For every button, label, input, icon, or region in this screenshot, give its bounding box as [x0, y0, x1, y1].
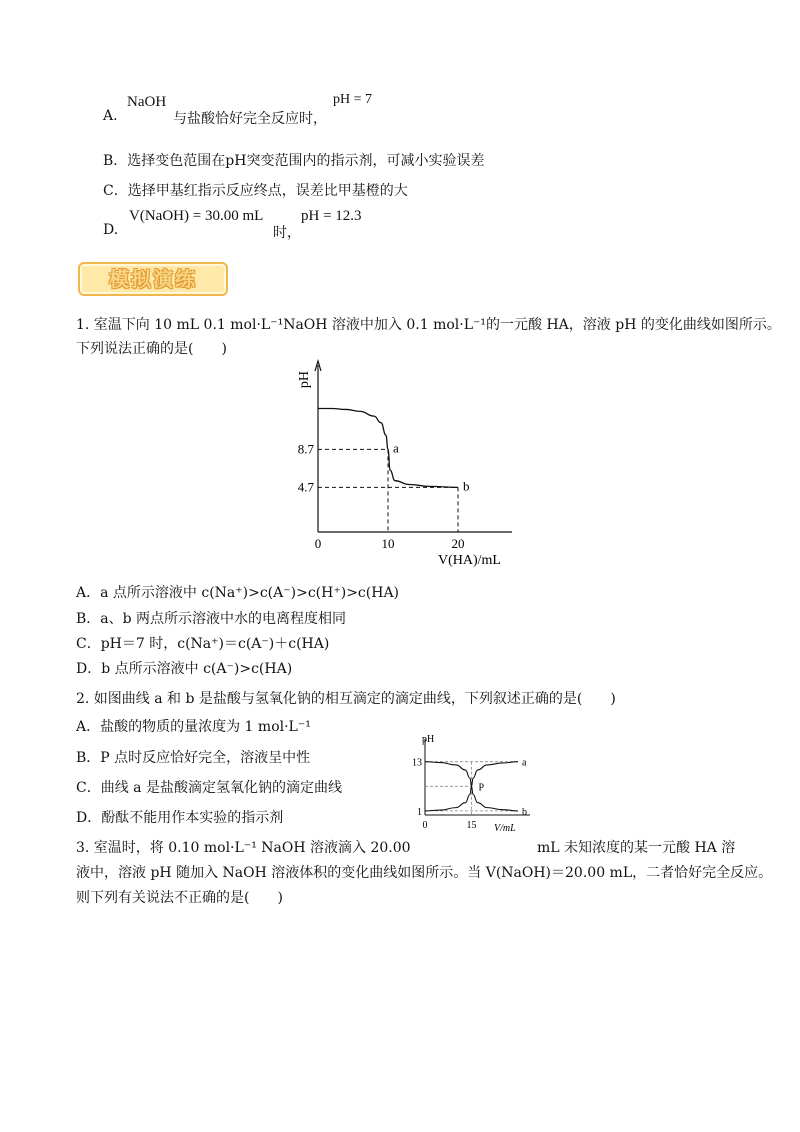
q2-option-a: A．盐酸的物质的量浓度为 1 mol·L⁻¹ [76, 719, 311, 735]
titration-curve [318, 409, 458, 488]
y-axis-label: pH [297, 371, 312, 389]
q3-line1-right: mL 未知浓度的某一元酸 HA 溶 [537, 840, 736, 856]
equation: pH = 7 [333, 92, 373, 107]
option-a-prev [103, 92, 403, 128]
point-label: b [463, 478, 470, 494]
equation: pH = 12.3 [301, 208, 362, 224]
option-d-prev [103, 208, 403, 240]
x-axis-label: V/mL [494, 823, 516, 834]
x-tick-label: 0 [314, 536, 322, 551]
option-text: 与盐酸恰好完全反应时， [173, 111, 327, 127]
y-tick-label: 1 [417, 806, 422, 818]
q1-option-b: B．a、b 两点所示溶液中水的电离程度相同 [76, 611, 347, 627]
x-tick-label: 15 [466, 820, 477, 831]
curve-label: a [522, 757, 527, 769]
intersection-label: P [478, 782, 485, 794]
option-letter: A. [103, 108, 118, 124]
q3-line2: 液中，溶液 pH 随加入 NaOH 溶液体积的变化曲线如图所示。当 V(NaOH)＝20.00 mL，二者恰好完全反应。 [76, 865, 773, 881]
q2-chart [408, 733, 538, 838]
x-axis-label: V(HA)/mL [438, 553, 501, 568]
x-tick-label: 20 [451, 536, 465, 551]
q1-option-c: C．pH＝7 时，c(Na⁺)＝c(A⁻)＋c(HA) [76, 636, 330, 652]
q2-option-c: C．曲线 a 是盐酸滴定氢氧化钠的滴定曲线 [76, 780, 342, 796]
y-tick-label: 8.7 [297, 441, 314, 457]
formula: V(NaOH) = 30.00 mL [129, 208, 264, 224]
y-axis-label: pH [422, 734, 435, 745]
q1-chart [290, 355, 520, 570]
formula: NaOH [127, 94, 167, 110]
x-tick-label: 0 [422, 820, 428, 831]
x-tick-label: 10 [381, 536, 395, 551]
q1-stem-line2: 下列说法正确的是( ) [76, 341, 227, 357]
option-b-prev: B．选择变色范围在pH突变范围内的指示剂，可减小实验误差 [103, 153, 485, 169]
section-banner [78, 262, 228, 296]
curve-label: b [522, 806, 527, 818]
q1-stem-line1: 1. 室温下向 10 mL 0.1 mol·L⁻¹NaOH 溶液中加入 0.1 mol·L⁻¹的一元酸 HA，溶液 pH 的变化曲线如图所示。 [76, 317, 781, 333]
y-tick-label: 4.7 [297, 479, 314, 495]
option-text: 时， [273, 225, 301, 241]
point-label: a [393, 440, 399, 456]
banner-text: 模拟演练 [109, 267, 197, 291]
q3-line3: 则下列有关说法不正确的是( ) [76, 890, 283, 906]
q2-stem: 2. 如图曲线 a 和 b 是盐酸与氢氧化钠的相互滴定的滴定曲线，下列叙述正确的是( ) [76, 691, 616, 707]
option-c-prev: C．选择甲基红指示反应终点，误差比甲基橙的大 [103, 183, 408, 199]
q3-line1-left: 3. 室温时，将 0.10 mol·L⁻¹ NaOH 溶液滴入 20.00 [76, 840, 411, 856]
option-letter: D. [103, 222, 119, 238]
q1-option-a: A．a 点所示溶液中 c(Na⁺)>c(A⁻)>c(H⁺)>c(HA) [76, 585, 400, 601]
y-tick-label: 13 [412, 757, 422, 769]
q1-option-d: D．b 点所示溶液中 c(A⁻)>c(HA) [76, 661, 293, 677]
q2-option-d: D．酚酞不能用作本实验的指示剂 [76, 810, 284, 826]
q2-option-b: B．P 点时反应恰好完全，溶液呈中性 [76, 750, 311, 766]
